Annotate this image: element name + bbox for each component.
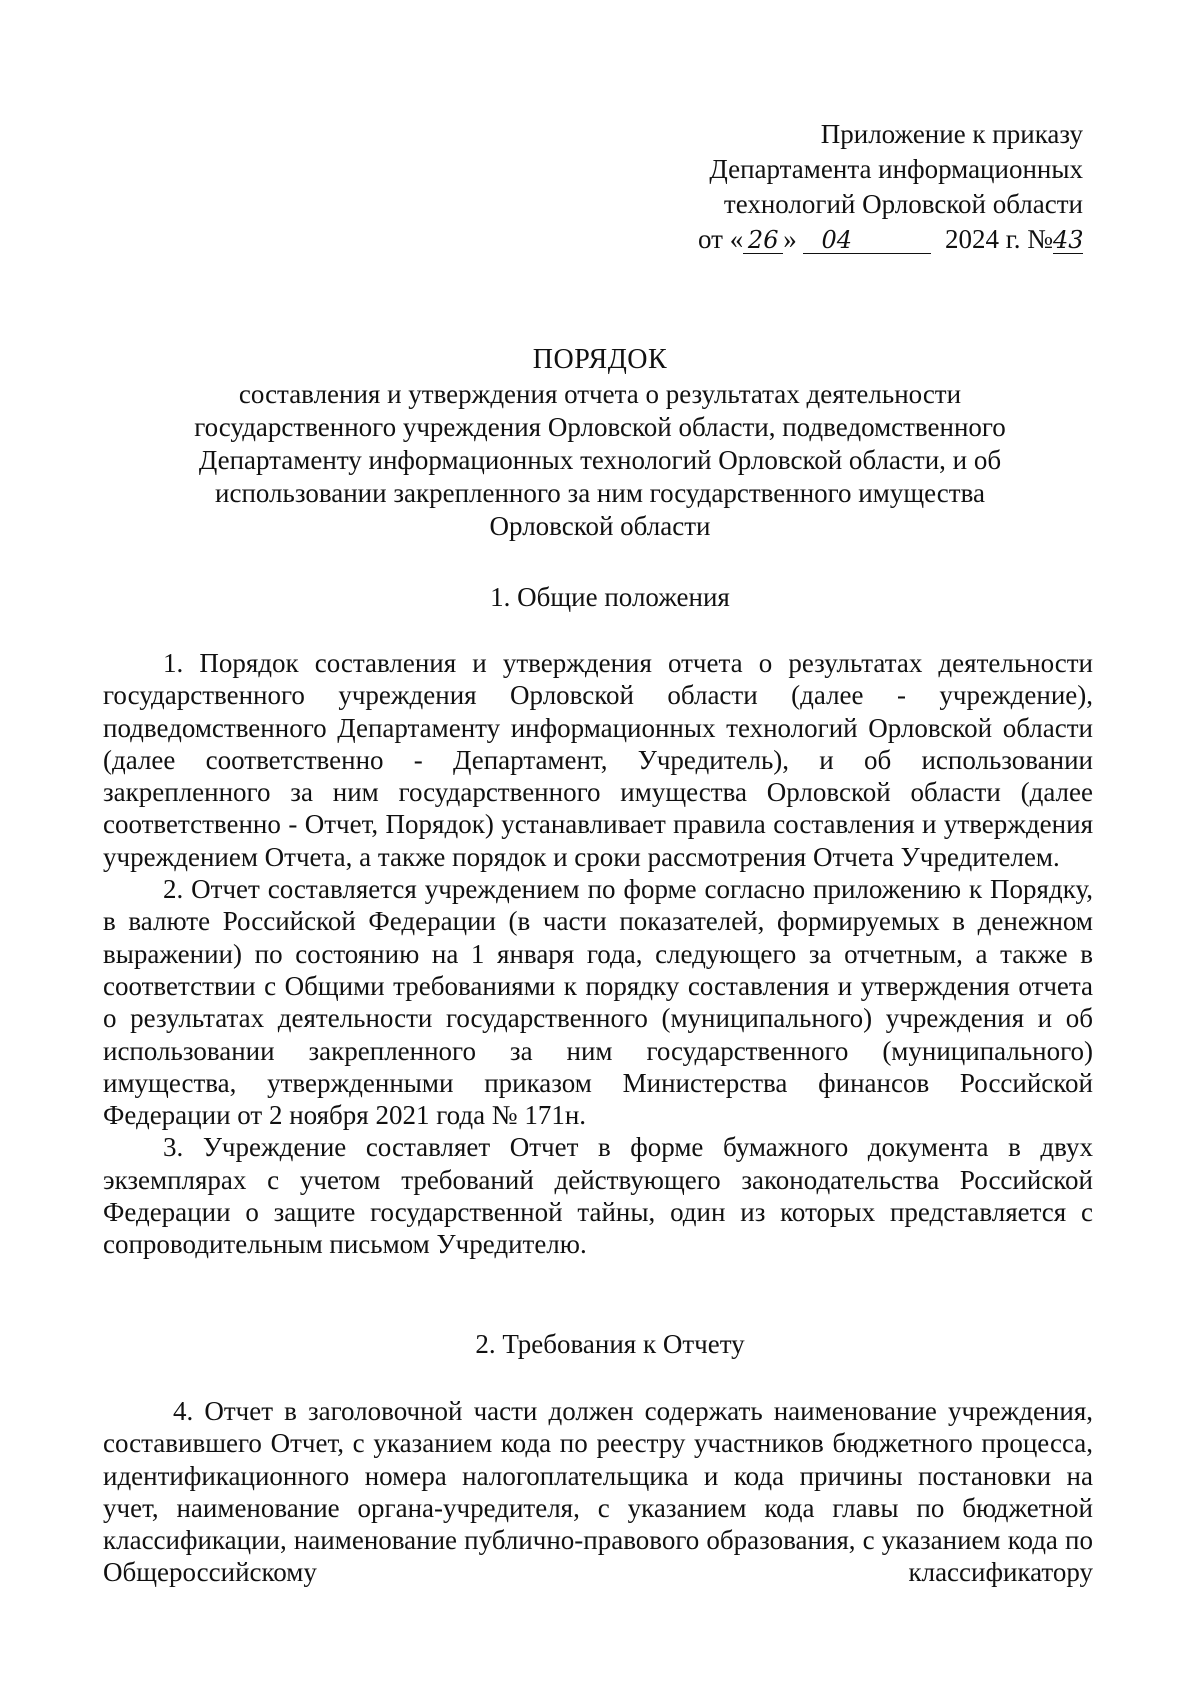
subtitle-line-4: использовании закрепленного за ним государственного имущества bbox=[215, 478, 985, 508]
document-title-block bbox=[150, 343, 1050, 543]
appendix-line-2: Департамента информационных bbox=[709, 154, 1083, 184]
subtitle-line-1: составления и утверждения отчета о результатах деятельности bbox=[238, 379, 962, 409]
appendix-line-3: технологий Орловской области bbox=[723, 189, 1083, 219]
document-title: ПОРЯДОК bbox=[532, 344, 668, 375]
subtitle-line-5: Орловской области bbox=[489, 511, 711, 541]
handwritten-month: 04 bbox=[803, 227, 931, 254]
date-mid: » bbox=[783, 224, 797, 254]
paragraph-4: 4. Отчет в заголовочной части должен содержать наименование учреждения, составившего Отчет, с указанием кода по реестру участников бюджетного процесса, идентификационного номера налогоплательщика и кода причины постановки на учет, наименование органа-учредителя, с указанием кода главы по бюджетной классификации, наименование публично-правового образования, с указанием кода по Общероссийскому классификатору bbox=[103, 1396, 1093, 1588]
subtitle-line-3: Департаменту информационных технологий Орловской области, и об bbox=[198, 445, 1002, 475]
order-date-line bbox=[698, 222, 1083, 257]
section-1-heading: 1. Общие положения bbox=[490, 582, 730, 612]
subtitle-line-2: государственного учреждения Орловской области, подведомственного bbox=[194, 412, 1006, 442]
handwritten-day: 26 bbox=[743, 227, 783, 254]
section-2-heading: 2. Требования к Отчету bbox=[475, 1329, 745, 1359]
paragraph-3: 3. Учреждение составляет Отчет в форме бумажного документа в двух экземплярах с учетом требований действующего законодательства Российской Федерации о защите государственной тайны, один из которых представляется с сопроводительным письмом Учредителю. bbox=[103, 1132, 1093, 1260]
appendix-line-1: Приложение к приказу bbox=[820, 119, 1083, 149]
date-prefix: от « bbox=[698, 224, 744, 254]
section-2-body bbox=[103, 1395, 1093, 1589]
section-1-body bbox=[103, 647, 1093, 1261]
paragraph-2: 2. Отчет составляется учреждением по форме согласно приложению к Порядку, в валюте Российской Федерации (в части показателей, формируемых в денежном выражении) по состоянию на 1 января года, следующего за отчетным, а также в соответствии с Общими требованиями к порядку составления и утверждения отчета о результатах деятельности государственного (муниципального) учреждения и об использовании закрепленного за ним государственного (муниципального) имущества, утвержденными приказом Министерства финансов Российской Федерации от 2 ноября 2021 года № 171н. bbox=[103, 874, 1093, 1131]
paragraph-1: 1. Порядок составления и утверждения отчета о результатах деятельности государственного учреждения Орловской области (далее - учреждение), подведомственного Департаменту информационных технологий Орловской области (далее соответственно - Департамент, Учредитель), и об использовании закрепленного за ним государственного имущества Орловской области (далее соответственно - Отчет, Порядок) устанавливает правила составления и утверждения учреждением Отчета, а также порядок и сроки рассмотрения Отчета Учредителем. bbox=[103, 648, 1093, 872]
handwritten-order-number: 43 bbox=[1053, 226, 1084, 254]
appendix-header bbox=[698, 117, 1083, 257]
order-year: 2024 г. № bbox=[944, 224, 1053, 254]
document-subtitle bbox=[150, 378, 1050, 543]
